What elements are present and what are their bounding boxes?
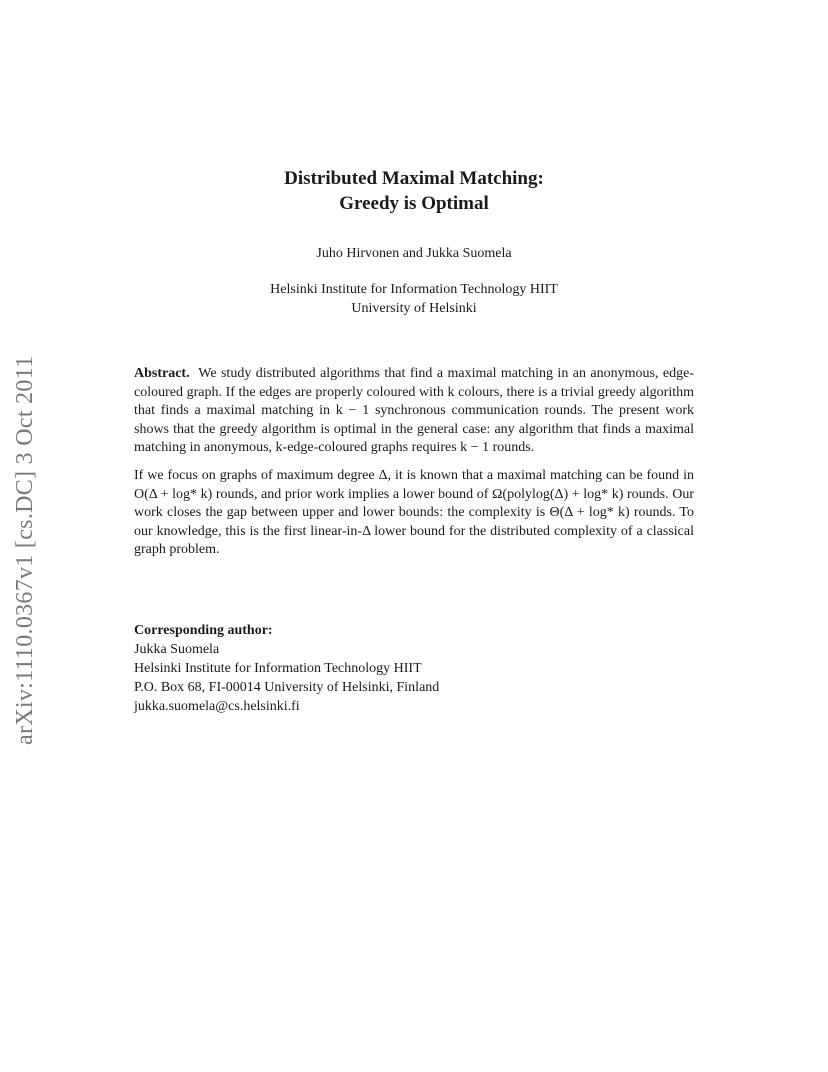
affiliation	[134, 280, 694, 318]
corresponding-author-name: Jukka Suomela	[134, 642, 220, 657]
affiliation-line-2: University of Helsinki	[351, 301, 477, 316]
abstract-paragraph-1	[134, 365, 694, 458]
corresponding-author-email[interactable]: jukka.suomela@cs.helsinki.fi	[134, 699, 300, 714]
corresponding-author-block	[134, 621, 694, 716]
corresponding-author-heading: Corresponding author:	[134, 623, 273, 638]
author-list: Juho Hirvonen and Jukka Suomela	[316, 246, 512, 261]
corresponding-author-institute: Helsinki Institute for Information Technology HIIT	[134, 661, 422, 676]
abstract-section	[134, 365, 694, 569]
abstract-paragraph-1-text: We study distributed algorithms that find a maximal matching in an anonymous, edge-coloured graph. If the edges are properly coloured with k colours, there is a trivial greedy algorithm that finds a maximal matching in k − 1 synchronous communication rounds. The present work shows that the greedy algorithm is optimal in the general case: any algorithm that finds a maximal matching in anonymous, k-edge-coloured graphs requires k − 1 rounds.	[134, 366, 694, 456]
paper-title	[134, 166, 694, 216]
abstract-label: Abstract.	[134, 366, 190, 381]
title-line-2: Greedy is Optimal	[339, 193, 489, 214]
affiliation-line-1: Helsinki Institute for Information Technology HIIT	[270, 282, 558, 297]
title-line-1: Distributed Maximal Matching:	[284, 168, 544, 189]
corresponding-author-address: P.O. Box 68, FI-00014 University of Helsinki, Finland	[134, 680, 440, 695]
abstract-paragraph-2: If we focus on graphs of maximum degree Δ, it is known that a maximal matching can be found in O(Δ + log* k) rounds, and prior work implies a lower bound of Ω(polylog(Δ) + log* k) rounds. Our work closes the gap between upper and lower bounds: the complexity is Θ(Δ + log* k) rounds. To our knowledge, this is the first linear-in-Δ lower bound for the distributed complexity of a classical graph problem.	[134, 467, 694, 558]
arxiv-identifier-stamp: arXiv:1110.0367v1 [cs.DC] 3 Oct 2011	[12, 355, 38, 745]
